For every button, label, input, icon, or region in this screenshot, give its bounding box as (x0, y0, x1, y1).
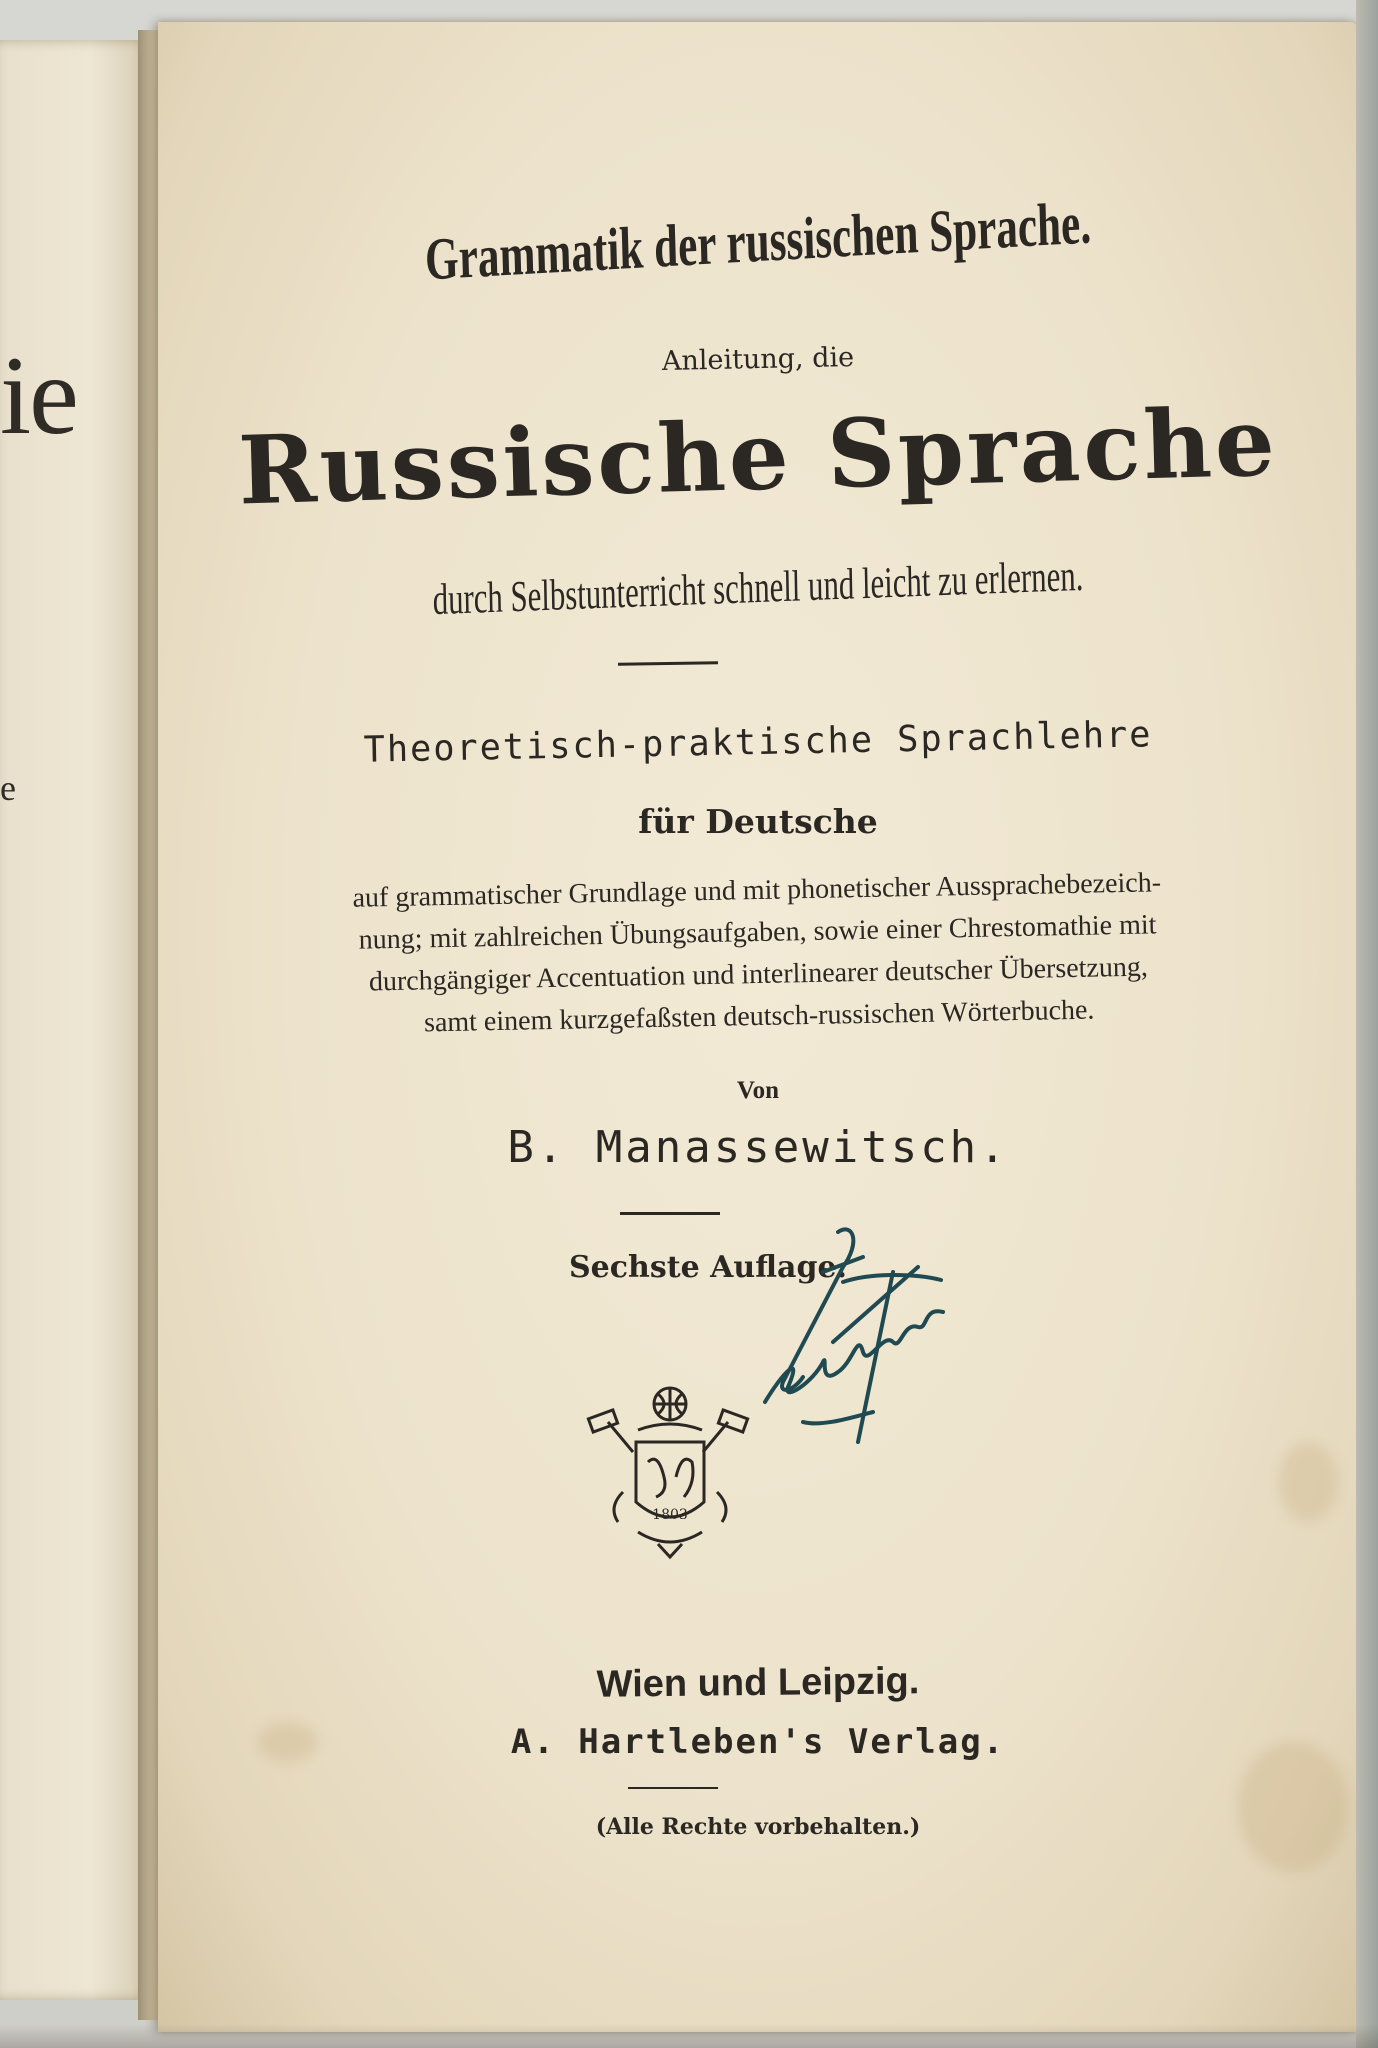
by-line: Von (736, 1077, 780, 1104)
description-line: auf grammatischer Grundlage und mit phonetischer Aussprachebezeich- (352, 867, 1162, 914)
description-line: samt einem kurzgefaßsten deutsch-russischen Wörterbuche. (423, 994, 1095, 1039)
next-book-edge (1356, 0, 1378, 2048)
divider-rule (628, 1787, 718, 1789)
rights-line: (Alle Rechte vorbehalten.) (595, 1814, 921, 1840)
left-facing-page (0, 40, 150, 2000)
audience-line: für Deutsche (638, 802, 878, 841)
handwritten-signature (743, 1212, 953, 1472)
description-block (156, 858, 1359, 1049)
publisher-line: A. Hartleben's Verlag. (510, 1722, 1006, 1762)
book-heading: Grammatik der russischen Sprache. (424, 189, 1092, 293)
edition-line: Sechste Auflage. (569, 1250, 847, 1285)
author-name: B. Manassewitsch. (507, 1122, 1009, 1173)
description-line: durchgängiger Accentuation und interlinearer deutscher Übersetzung, (368, 951, 1149, 998)
divider-rule (618, 661, 718, 665)
publisher-emblem (578, 1382, 758, 1562)
main-title: Russische Sprache (236, 387, 1280, 527)
intro-line: Anleitung, die (661, 341, 855, 378)
description-line: nung; mit zahlreichen Übungsaufgaben, sowie einer Chrestomathie mit (358, 909, 1157, 956)
emblem-year: 1803 (652, 1507, 688, 1523)
left-page-text-fragment: ie (0, 334, 77, 458)
bottom-shadow (0, 2024, 1378, 2048)
section-title: Theoretisch-praktische Sprachlehre (363, 714, 1153, 771)
title-page (158, 22, 1358, 2032)
subtitle: durch Selbstunterricht schnell und leicht zu erlernen. (432, 550, 1084, 625)
divider-rule (620, 1212, 720, 1215)
left-page-text-fragment-small: e (0, 768, 16, 808)
place-line: Wien und Leipzig. (596, 1660, 920, 1706)
paper-stain (1278, 1442, 1338, 1522)
